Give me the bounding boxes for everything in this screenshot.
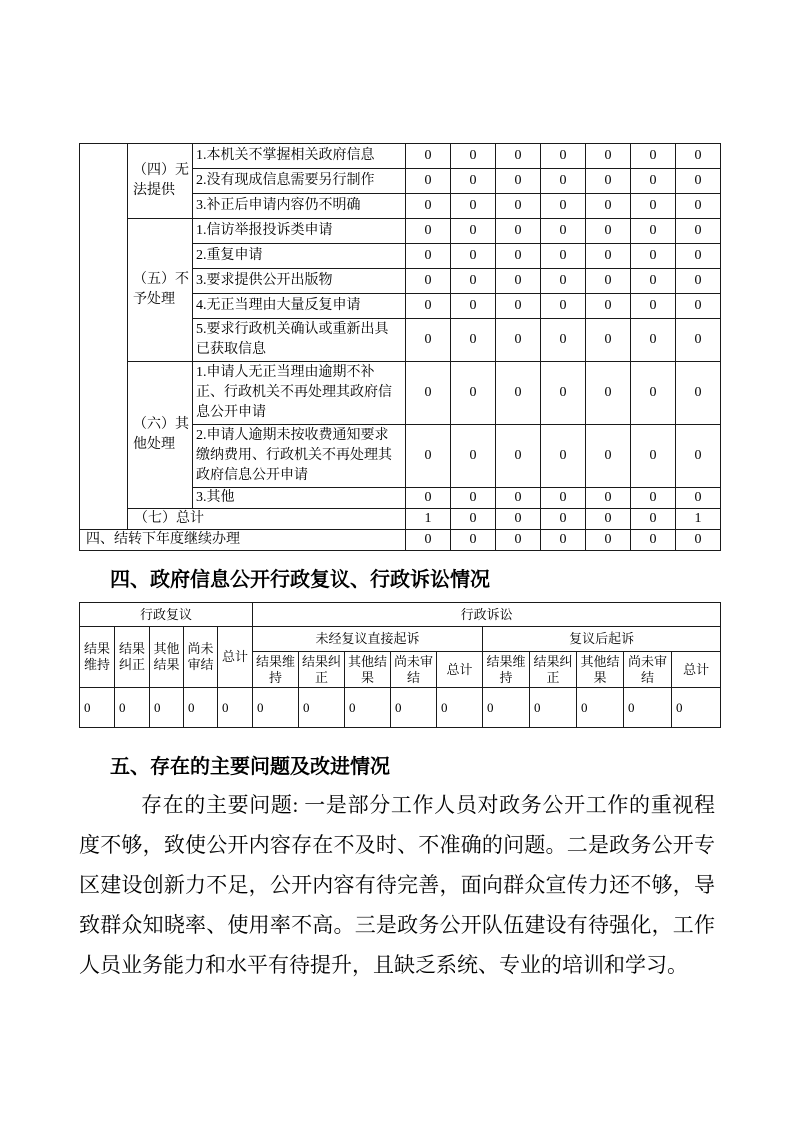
value-cell: 1 (406, 509, 451, 530)
value-cell: 0 (586, 509, 631, 530)
value-cell: 0 (451, 194, 496, 219)
post-review-suit-header: 复议后起诉 (483, 627, 721, 652)
item-cell: 5.要求行政机关确认或重新出具已获取信息 (193, 319, 406, 362)
value-cell: 1 (676, 509, 721, 530)
value-cell: 0 (676, 294, 721, 319)
value-cell: 0 (406, 194, 451, 219)
value-cell: 0 (218, 688, 253, 728)
value-cell: 0 (406, 144, 451, 169)
outcome-header-cell: 结果纠正 (115, 627, 150, 688)
value-cell: 0 (496, 530, 541, 551)
review-group-header: 行政复议 (80, 603, 253, 627)
value-cell: 0 (451, 362, 496, 425)
value-cell: 0 (496, 319, 541, 362)
section-label-cell: （四）无法提供 (128, 144, 193, 219)
value-cell: 0 (676, 169, 721, 194)
item-cell: 3.要求提供公开出版物 (193, 269, 406, 294)
value-cell: 0 (115, 688, 150, 728)
value-cell: 0 (586, 169, 631, 194)
value-cell: 0 (496, 219, 541, 244)
value-cell: 0 (496, 269, 541, 294)
value-cell: 0 (541, 509, 586, 530)
value-cell: 0 (586, 269, 631, 294)
outcome-header-cell: 尚未审结 (391, 652, 437, 688)
outcome-header-cell: 其他结果 (150, 627, 184, 688)
value-cell: 0 (483, 688, 530, 728)
value-cell: 0 (631, 530, 676, 551)
value-cell: 0 (631, 488, 676, 509)
value-cell: 0 (406, 169, 451, 194)
litigation-group-header: 行政诉讼 (253, 603, 721, 627)
value-cell: 0 (676, 219, 721, 244)
value-cell: 0 (586, 144, 631, 169)
value-cell: 0 (586, 362, 631, 425)
value-cell: 0 (496, 294, 541, 319)
value-cell: 0 (676, 362, 721, 425)
item-cell: 2.没有现成信息需要另行制作 (193, 169, 406, 194)
value-cell: 0 (631, 194, 676, 219)
value-cell: 0 (586, 425, 631, 488)
value-cell: 0 (676, 425, 721, 488)
value-cell: 0 (541, 269, 586, 294)
outcome-header-cell: 其他结果 (577, 652, 624, 688)
value-cell: 0 (406, 294, 451, 319)
total-row-label: （七）总计 (128, 509, 406, 530)
value-cell: 0 (541, 530, 586, 551)
value-cell: 0 (437, 688, 483, 728)
value-cell: 0 (184, 688, 218, 728)
value-cell: 0 (631, 319, 676, 362)
value-cell: 0 (631, 219, 676, 244)
value-cell: 0 (451, 509, 496, 530)
value-cell: 0 (496, 488, 541, 509)
value-cell: 0 (586, 194, 631, 219)
item-cell: 1.信访举报投诉类申请 (193, 219, 406, 244)
problems-paragraph: 存在的主要问题: 一是部分工作人员对政务公开工作的重视程度不够，致使公开内容存在不及时、不准确的问题。二是政务公开专区建设创新力不足，公开内容有待完善，面向群众宣传力还不够，导致群众知晓率、使用率不高。三是政务公开队伍建设有待强化，工作人员业务能力和水平有待提升，且缺乏系统、专业的培训和学习。 (79, 793, 715, 977)
value-cell: 0 (676, 530, 721, 551)
value-cell: 0 (391, 688, 437, 728)
value-cell: 0 (496, 509, 541, 530)
value-cell: 0 (631, 269, 676, 294)
value-cell: 0 (631, 294, 676, 319)
direct-suit-header: 未经复议直接起诉 (253, 627, 483, 652)
value-cell: 0 (624, 688, 672, 728)
item-cell: 3.其他 (193, 488, 406, 509)
value-cell: 0 (631, 509, 676, 530)
value-cell: 0 (672, 688, 721, 728)
value-cell: 0 (451, 269, 496, 294)
value-cell: 0 (406, 219, 451, 244)
item-cell: 2.申请人逾期未按收费通知要求缴纳费用、行政机关不再处理其政府信息公开申请 (193, 425, 406, 488)
section-label-cell: （五）不予处理 (128, 219, 193, 362)
value-cell: 0 (676, 269, 721, 294)
value-cell: 0 (676, 488, 721, 509)
outcome-header-cell: 尚未审结 (624, 652, 672, 688)
value-cell: 0 (299, 688, 345, 728)
item-cell: 3.补正后申请内容仍不明确 (193, 194, 406, 219)
empty-spanner-cell (80, 144, 128, 530)
value-cell: 0 (496, 144, 541, 169)
value-cell: 0 (451, 530, 496, 551)
value-cell: 0 (541, 319, 586, 362)
value-cell: 0 (586, 488, 631, 509)
value-cell: 0 (586, 294, 631, 319)
value-cell: 0 (406, 269, 451, 294)
value-cell: 0 (676, 244, 721, 269)
item-cell: 2.重复申请 (193, 244, 406, 269)
value-cell: 0 (530, 688, 577, 728)
value-cell: 0 (541, 488, 586, 509)
value-cell: 0 (451, 244, 496, 269)
item-cell: 1.本机关不掌握相关政府信息 (193, 144, 406, 169)
section-heading-review-litigation: 四、政府信息公开行政复议、行政诉讼情况 (110, 569, 490, 591)
value-cell: 0 (586, 244, 631, 269)
value-cell: 0 (541, 169, 586, 194)
value-cell: 0 (451, 319, 496, 362)
value-cell: 0 (631, 425, 676, 488)
value-cell: 0 (406, 362, 451, 425)
value-cell: 0 (451, 169, 496, 194)
outcome-header-cell: 总计 (437, 652, 483, 688)
value-cell: 0 (80, 688, 115, 728)
value-cell: 0 (577, 688, 624, 728)
outcome-header-cell: 结果维持 (253, 652, 299, 688)
value-cell: 0 (451, 144, 496, 169)
value-cell: 0 (586, 319, 631, 362)
value-cell: 0 (496, 194, 541, 219)
outcome-header-cell: 尚未审结 (184, 627, 218, 688)
value-cell: 0 (631, 362, 676, 425)
outcome-header-cell: 结果维持 (80, 627, 115, 688)
value-cell: 0 (451, 425, 496, 488)
value-cell: 0 (586, 219, 631, 244)
value-cell: 0 (451, 219, 496, 244)
value-cell: 0 (676, 319, 721, 362)
value-cell: 0 (406, 425, 451, 488)
value-cell: 0 (586, 530, 631, 551)
value-cell: 0 (541, 219, 586, 244)
value-cell: 0 (406, 488, 451, 509)
value-cell: 0 (541, 244, 586, 269)
outcome-header-cell: 其他结果 (345, 652, 391, 688)
outcome-header-cell: 结果维持 (483, 652, 530, 688)
value-cell: 0 (496, 169, 541, 194)
outcome-header-cell: 结果纠正 (530, 652, 577, 688)
value-cell: 0 (496, 425, 541, 488)
value-cell: 0 (541, 294, 586, 319)
value-cell: 0 (541, 362, 586, 425)
item-cell: 1.申请人无正当理由逾期不补正、行政机关不再处理其政府信息公开申请 (193, 362, 406, 425)
page-content (79, 143, 720, 985)
outcome-header-cell: 结果纠正 (299, 652, 345, 688)
value-cell: 0 (676, 144, 721, 169)
value-cell: 0 (676, 194, 721, 219)
value-cell: 0 (631, 144, 676, 169)
outcome-header-cell: 总计 (218, 627, 253, 688)
value-cell: 0 (496, 362, 541, 425)
item-cell: 4.无正当理由大量反复申请 (193, 294, 406, 319)
section-label-cell: （六）其他处理 (128, 362, 193, 509)
value-cell: 0 (406, 530, 451, 551)
carryover-row-label: 四、结转下年度继续办理 (80, 530, 406, 551)
value-cell: 0 (541, 144, 586, 169)
outcome-header-cell: 总计 (672, 652, 721, 688)
value-cell: 0 (541, 194, 586, 219)
value-cell: 0 (631, 244, 676, 269)
value-cell: 0 (345, 688, 391, 728)
review-litigation-table (79, 602, 721, 728)
value-cell: 0 (631, 169, 676, 194)
value-cell: 0 (150, 688, 184, 728)
value-cell: 0 (541, 425, 586, 488)
value-cell: 0 (451, 294, 496, 319)
section-heading-problems: 五、存在的主要问题及改进情况 (110, 756, 390, 778)
value-cell: 0 (496, 244, 541, 269)
applications-handling-table (79, 143, 721, 551)
value-cell: 0 (406, 319, 451, 362)
value-cell: 0 (406, 244, 451, 269)
value-cell: 0 (451, 488, 496, 509)
value-cell: 0 (253, 688, 299, 728)
